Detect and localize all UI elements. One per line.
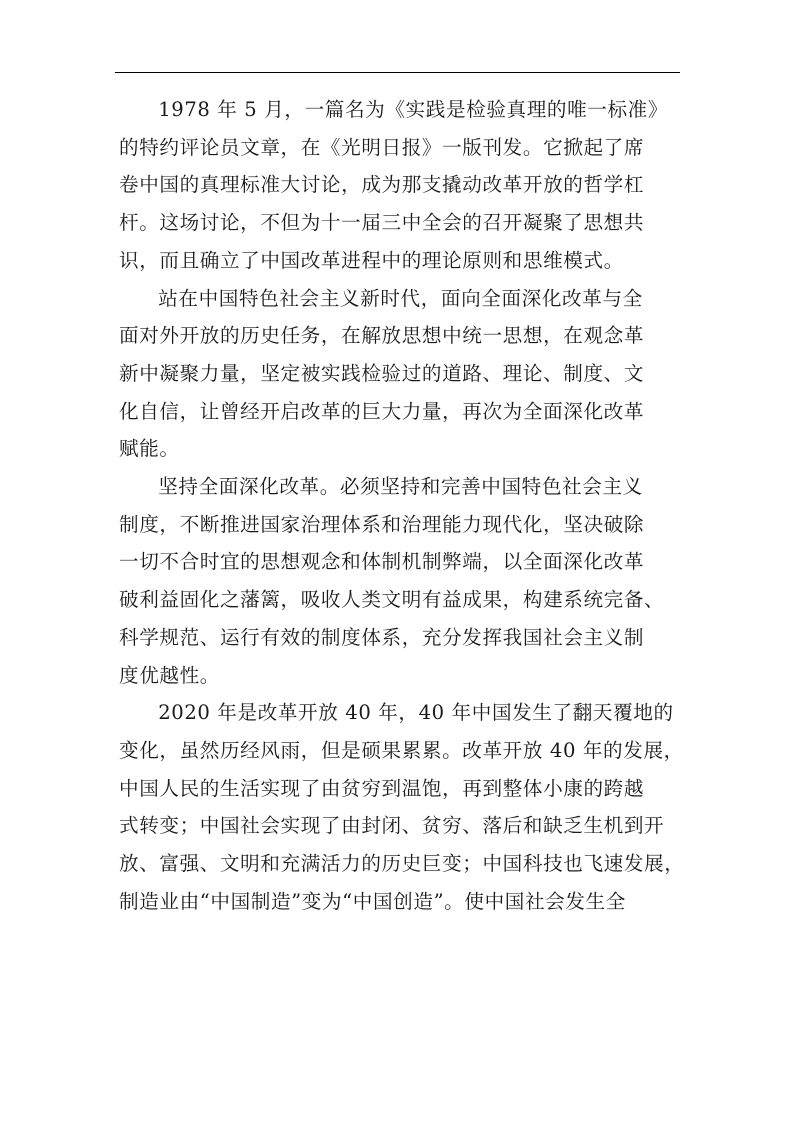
text-line: 杆。这场讨论，不但为十一届三中全会的召开凝聚了思想共 xyxy=(119,211,645,235)
text-line: 坚持全面深化改革。必须坚持和完善中国特色社会主义 xyxy=(158,475,643,499)
text-line: 破利益固化之藩篱，吸收人类文明有益成果，构建系统完备、 xyxy=(119,588,665,612)
header-rule xyxy=(115,72,680,73)
text-line: 卷中国的真理标准大讨论，成为那支撬动改革开放的哲学杠 xyxy=(119,173,645,197)
text-line: 中国人民的生活实现了由贫穷到温饱，再到整体小康的跨越 xyxy=(119,776,645,800)
text-line: 站在中国特色社会主义新时代，面向全面深化改革与全 xyxy=(158,286,643,310)
paragraph-2 xyxy=(119,280,681,469)
text-line: 的特约评论员文章，在《光明日报》一版刊发。它掀起了席 xyxy=(119,135,645,159)
paragraph-1 xyxy=(119,91,681,280)
text-line: 式转变；中国社会实现了由封闭、贫穷、落后和缺乏生机到开 xyxy=(119,814,665,838)
text-line: 制度，不断推进国家治理体系和治理能力现代化，坚决破除 xyxy=(119,512,645,536)
text-line: 面对外开放的历史任务，在解放思想中统一思想，在观念革 xyxy=(119,324,645,348)
text-line: 一切不合时宜的思想观念和体制机制弊端，以全面深化改革 xyxy=(119,550,645,574)
paragraph-3 xyxy=(119,468,681,694)
text-line: 识，而且确立了中国改革进程中的理论原则和思维模式。 xyxy=(119,248,624,272)
text-line: 制造业由“中国制造”变为“中国创造”。使中国社会发生全 xyxy=(119,889,626,913)
text-line: 1978 年 5 月，一篇名为《实践是检验真理的唯一标准》 xyxy=(158,98,669,121)
text-line: 化自信，让曾经开启改革的巨大力量，再次为全面深化改革 xyxy=(119,399,645,423)
text-line: 变化，虽然历经风雨，但是硕果累累。改革开放 40 年的发展， xyxy=(119,738,684,762)
text-line: 2020 年是改革开放 40 年，40 年中国发生了翻天覆地的 xyxy=(158,701,674,725)
text-line: 赋能。 xyxy=(119,437,180,461)
paragraph-4 xyxy=(119,694,685,920)
text-line: 放、富强、文明和充满活力的历史巨变；中国科技也飞速发展， xyxy=(119,852,685,876)
text-line: 度优越性。 xyxy=(119,663,220,687)
text-line: 科学规范、运行有效的制度体系，充分发挥我国社会主义制 xyxy=(119,625,645,649)
document-body xyxy=(119,91,685,920)
text-line: 新中凝聚力量，坚定被实践检验过的道路、理论、制度、文 xyxy=(119,361,645,385)
